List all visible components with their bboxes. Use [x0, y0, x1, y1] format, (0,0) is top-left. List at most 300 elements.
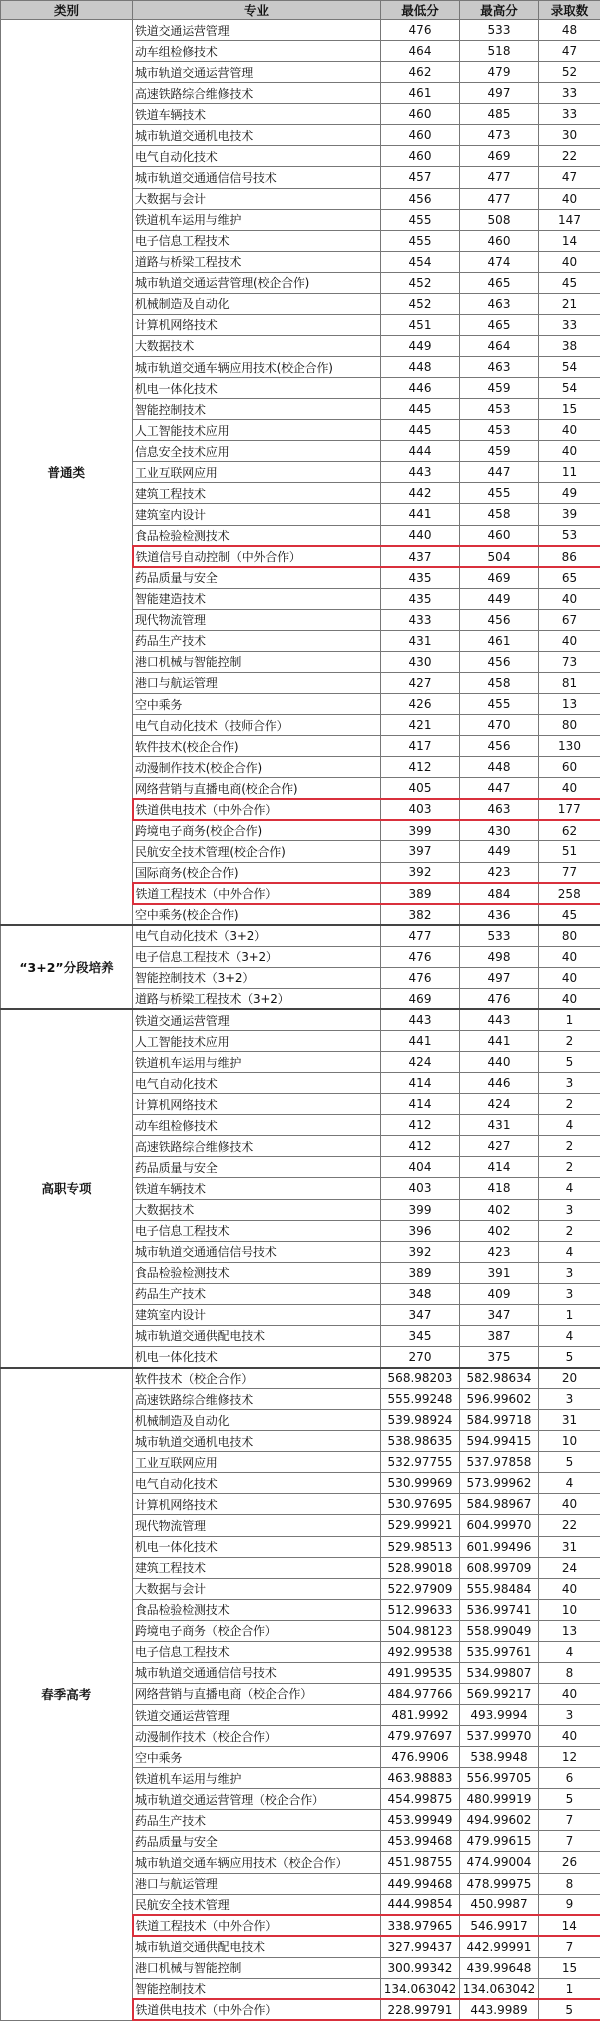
min-score-cell: 443 — [381, 462, 460, 483]
max-score-cell: 494.99602 — [460, 1810, 539, 1831]
max-score-cell: 470 — [460, 715, 539, 736]
major-cell: 城市轨道交通通信信号技术 — [133, 1662, 381, 1683]
min-score-cell: 392 — [381, 862, 460, 883]
major-cell: 机电一体化技术 — [133, 378, 381, 399]
min-score-cell: 412 — [381, 1115, 460, 1136]
table-row — [1, 1368, 600, 1389]
min-score-cell: 528.99018 — [381, 1557, 460, 1578]
max-score-cell: 458 — [460, 504, 539, 525]
max-score-cell: 347 — [460, 1304, 539, 1325]
major-cell: 建筑室内设计 — [133, 504, 381, 525]
min-score-cell: 492.99538 — [381, 1641, 460, 1662]
max-score-cell: 518 — [460, 41, 539, 62]
max-score-cell: 584.99718 — [460, 1410, 539, 1431]
min-score-cell: 444.99854 — [381, 1894, 460, 1915]
max-score-cell: 453 — [460, 420, 539, 441]
min-score-cell: 412 — [381, 757, 460, 778]
admitted-count-cell: 2 — [539, 1136, 600, 1157]
min-score-cell: 454.99875 — [381, 1789, 460, 1810]
max-score-cell: 596.99602 — [460, 1389, 539, 1410]
min-score-cell: 389 — [381, 883, 460, 904]
max-score-cell: 537.97858 — [460, 1452, 539, 1473]
max-score-cell: 569.99217 — [460, 1683, 539, 1704]
max-score-cell: 459 — [460, 378, 539, 399]
major-cell: 国际商务(校企合作) — [133, 862, 381, 883]
max-score-cell: 447 — [460, 462, 539, 483]
min-score-cell: 414 — [381, 1094, 460, 1115]
major-cell: 港口与航运管理 — [133, 672, 381, 693]
min-score-cell: 431 — [381, 630, 460, 651]
admitted-count-cell: 47 — [539, 41, 600, 62]
admitted-count-cell: 51 — [539, 841, 600, 862]
admitted-count-cell: 40 — [539, 1494, 600, 1515]
admitted-count-cell: 5 — [539, 1346, 600, 1367]
admitted-count-cell: 21 — [539, 293, 600, 314]
max-score-cell: 446 — [460, 1073, 539, 1094]
max-score-cell: 474.99004 — [460, 1852, 539, 1873]
max-score-cell: 458 — [460, 672, 539, 693]
max-score-cell: 463 — [460, 357, 539, 378]
major-cell: 铁道交通运营管理 — [133, 1705, 381, 1726]
max-score-cell: 436 — [460, 904, 539, 925]
max-score-cell: 537.99970 — [460, 1726, 539, 1747]
admitted-count-cell: 5 — [539, 1452, 600, 1473]
max-score-cell: 443.9989 — [460, 1999, 539, 2020]
max-score-cell: 455 — [460, 483, 539, 504]
min-score-cell: 417 — [381, 736, 460, 757]
admitted-count-cell: 3 — [539, 1705, 600, 1726]
min-score-cell: 348 — [381, 1283, 460, 1304]
major-cell: 城市轨道交通车辆应用技术(校企合作) — [133, 357, 381, 378]
min-score-cell: 479.97697 — [381, 1726, 460, 1747]
admitted-count-cell: 26 — [539, 1852, 600, 1873]
admitted-count-cell: 15 — [539, 1957, 600, 1978]
admitted-count-cell: 62 — [539, 820, 600, 841]
major-cell: 建筑工程技术 — [133, 1557, 381, 1578]
table-header-row — [1, 1, 600, 20]
min-score-cell: 469 — [381, 988, 460, 1009]
min-score-cell: 512.99633 — [381, 1599, 460, 1620]
min-score-cell: 442 — [381, 483, 460, 504]
major-cell: 大数据技术 — [133, 1199, 381, 1220]
admitted-count-cell: 48 — [539, 20, 600, 41]
max-score-cell: 479.99615 — [460, 1831, 539, 1852]
max-score-cell: 473 — [460, 125, 539, 146]
min-score-cell: 460 — [381, 146, 460, 167]
min-score-cell: 529.98513 — [381, 1536, 460, 1557]
max-score-cell: 533 — [460, 20, 539, 41]
major-cell: 动车组检修技术 — [133, 41, 381, 62]
major-cell: 药品生产技术 — [133, 1810, 381, 1831]
admitted-count-cell: 6 — [539, 1768, 600, 1789]
admitted-count-cell: 5 — [539, 1789, 600, 1810]
major-cell: 信息安全技术应用 — [133, 441, 381, 462]
min-score-cell: 453.99949 — [381, 1810, 460, 1831]
admitted-count-cell: 4 — [539, 1241, 600, 1262]
admitted-count-cell: 40 — [539, 630, 600, 651]
major-cell: 计算机网络技术 — [133, 1494, 381, 1515]
major-cell: 电子信息工程技术 — [133, 1220, 381, 1241]
category-cell: “3+2”分段培养 — [1, 925, 133, 1009]
header-min-score: 最低分 — [381, 1, 460, 20]
major-cell: 空中乘务 — [133, 1747, 381, 1768]
major-cell: 铁道交通运营管理 — [133, 20, 381, 41]
admitted-count-cell: 39 — [539, 504, 600, 525]
min-score-cell: 530.99969 — [381, 1473, 460, 1494]
admitted-count-cell: 2 — [539, 1031, 600, 1052]
max-score-cell: 464 — [460, 335, 539, 356]
major-cell: 城市轨道交通机电技术 — [133, 1431, 381, 1452]
min-score-cell: 389 — [381, 1262, 460, 1283]
major-cell: 铁道工程技术（中外合作） — [133, 1915, 381, 1936]
major-cell: 电子信息工程技术 — [133, 230, 381, 251]
admitted-count-cell: 53 — [539, 525, 600, 546]
admitted-count-cell: 40 — [539, 967, 600, 988]
max-score-cell: 134.063042 — [460, 1978, 539, 1999]
major-cell: 民航安全技术管理(校企合作) — [133, 841, 381, 862]
min-score-cell: 443 — [381, 1009, 460, 1030]
max-score-cell: 508 — [460, 209, 539, 230]
max-score-cell: 424 — [460, 1094, 539, 1115]
max-score-cell: 504 — [460, 546, 539, 567]
max-score-cell: 536.99741 — [460, 1599, 539, 1620]
major-cell: 人工智能技术应用 — [133, 420, 381, 441]
min-score-cell: 345 — [381, 1325, 460, 1346]
admitted-count-cell: 33 — [539, 83, 600, 104]
admitted-count-cell: 10 — [539, 1431, 600, 1452]
admitted-count-cell: 4 — [539, 1115, 600, 1136]
major-cell: 动车组检修技术 — [133, 1115, 381, 1136]
max-score-cell: 455 — [460, 694, 539, 715]
max-score-cell: 456 — [460, 736, 539, 757]
min-score-cell: 435 — [381, 567, 460, 588]
major-cell: 电气自动化技术（3+2） — [133, 925, 381, 946]
admitted-count-cell: 30 — [539, 125, 600, 146]
max-score-cell: 460 — [460, 230, 539, 251]
major-cell: 动漫制作技术(校企合作) — [133, 757, 381, 778]
min-score-cell: 435 — [381, 588, 460, 609]
min-score-cell: 453.99468 — [381, 1831, 460, 1852]
min-score-cell: 460 — [381, 125, 460, 146]
admitted-count-cell: 3 — [539, 1262, 600, 1283]
table-row — [1, 1009, 600, 1030]
max-score-cell: 409 — [460, 1283, 539, 1304]
min-score-cell: 484.97766 — [381, 1683, 460, 1704]
major-cell: 空中乘务 — [133, 694, 381, 715]
min-score-cell: 462 — [381, 62, 460, 83]
admitted-count-cell: 3 — [539, 1283, 600, 1304]
major-cell: 计算机网络技术 — [133, 1094, 381, 1115]
min-score-cell: 451.98755 — [381, 1852, 460, 1873]
min-score-cell: 444 — [381, 441, 460, 462]
admitted-count-cell: 177 — [539, 799, 600, 820]
admitted-count-cell: 14 — [539, 1915, 600, 1936]
admitted-count-cell: 54 — [539, 378, 600, 399]
major-cell: 建筑工程技术 — [133, 483, 381, 504]
min-score-cell: 228.99791 — [381, 1999, 460, 2020]
max-score-cell: 535.99761 — [460, 1641, 539, 1662]
major-cell: 药品质量与安全 — [133, 1157, 381, 1178]
major-cell: 高速铁路综合维修技术 — [133, 83, 381, 104]
admitted-count-cell: 8 — [539, 1662, 600, 1683]
major-cell: 港口与航运管理 — [133, 1873, 381, 1894]
major-cell: 空中乘务(校企合作) — [133, 904, 381, 925]
admitted-count-cell: 80 — [539, 925, 600, 946]
max-score-cell: 423 — [460, 862, 539, 883]
min-score-cell: 460 — [381, 104, 460, 125]
admitted-count-cell: 45 — [539, 272, 600, 293]
max-score-cell: 441 — [460, 1031, 539, 1052]
max-score-cell: 533 — [460, 925, 539, 946]
max-score-cell: 497 — [460, 83, 539, 104]
min-score-cell: 568.98203 — [381, 1368, 460, 1389]
admitted-count-cell: 33 — [539, 314, 600, 335]
max-score-cell: 538.9948 — [460, 1747, 539, 1768]
min-score-cell: 455 — [381, 230, 460, 251]
header-admitted: 录取数 — [539, 1, 600, 20]
min-score-cell: 421 — [381, 715, 460, 736]
min-score-cell: 451 — [381, 314, 460, 335]
major-cell: 网络营销与直播电商(校企合作) — [133, 778, 381, 799]
min-score-cell: 270 — [381, 1346, 460, 1367]
min-score-cell: 532.97755 — [381, 1452, 460, 1473]
max-score-cell: 448 — [460, 757, 539, 778]
major-cell: 城市轨道交通供配电技术 — [133, 1936, 381, 1957]
max-score-cell: 375 — [460, 1346, 539, 1367]
table-body — [1, 20, 600, 2021]
major-cell: 民航安全技术管理 — [133, 1894, 381, 1915]
major-cell: 工业互联网应用 — [133, 462, 381, 483]
max-score-cell: 465 — [460, 314, 539, 335]
max-score-cell: 423 — [460, 1241, 539, 1262]
admitted-count-cell: 7 — [539, 1936, 600, 1957]
major-cell: 城市轨道交通通信信号技术 — [133, 1241, 381, 1262]
min-score-cell: 454 — [381, 251, 460, 272]
major-cell: 城市轨道交通运营管理 — [133, 62, 381, 83]
min-score-cell: 476 — [381, 967, 460, 988]
major-cell: 工业互联网应用 — [133, 1452, 381, 1473]
admitted-count-cell: 13 — [539, 1620, 600, 1641]
major-cell: 铁道交通运营管理 — [133, 1009, 381, 1030]
major-cell: 城市轨道交通供配电技术 — [133, 1325, 381, 1346]
min-score-cell: 403 — [381, 799, 460, 820]
major-cell: 铁道工程技术（中外合作） — [133, 883, 381, 904]
max-score-cell: 443 — [460, 1009, 539, 1030]
admitted-count-cell: 14 — [539, 230, 600, 251]
major-cell: 智能控制技术 — [133, 399, 381, 420]
min-score-cell: 399 — [381, 820, 460, 841]
major-cell: 大数据与会计 — [133, 188, 381, 209]
min-score-cell: 446 — [381, 378, 460, 399]
admitted-count-cell: 73 — [539, 651, 600, 672]
min-score-cell: 456 — [381, 188, 460, 209]
major-cell: 城市轨道交通运营管理(校企合作) — [133, 272, 381, 293]
min-score-cell: 427 — [381, 672, 460, 693]
admitted-count-cell: 22 — [539, 146, 600, 167]
admitted-count-cell: 7 — [539, 1831, 600, 1852]
max-score-cell: 387 — [460, 1325, 539, 1346]
admitted-count-cell: 40 — [539, 251, 600, 272]
major-cell: 人工智能技术应用 — [133, 1031, 381, 1052]
min-score-cell: 134.063042 — [381, 1978, 460, 1999]
table-row — [1, 20, 600, 41]
min-score-cell: 405 — [381, 778, 460, 799]
max-score-cell: 493.9994 — [460, 1705, 539, 1726]
max-score-cell: 414 — [460, 1157, 539, 1178]
min-score-cell: 455 — [381, 209, 460, 230]
admitted-count-cell: 47 — [539, 167, 600, 188]
max-score-cell: 604.99970 — [460, 1515, 539, 1536]
admitted-count-cell: 40 — [539, 1726, 600, 1747]
admitted-count-cell: 9 — [539, 1894, 600, 1915]
major-cell: 道路与桥梁工程技术 — [133, 251, 381, 272]
admitted-count-cell: 31 — [539, 1536, 600, 1557]
major-cell: 铁道供电技术（中外合作） — [133, 799, 381, 820]
major-cell: 药品质量与安全 — [133, 1831, 381, 1852]
admitted-count-cell: 13 — [539, 694, 600, 715]
min-score-cell: 539.98924 — [381, 1410, 460, 1431]
category-cell: 普通类 — [1, 20, 133, 926]
min-score-cell: 300.99342 — [381, 1957, 460, 1978]
admitted-count-cell: 15 — [539, 399, 600, 420]
max-score-cell: 430 — [460, 820, 539, 841]
admitted-count-cell: 54 — [539, 357, 600, 378]
admitted-count-cell: 3 — [539, 1389, 600, 1410]
major-cell: 铁道机车运用与维护 — [133, 1052, 381, 1073]
major-cell: 动漫制作技术（校企合作） — [133, 1726, 381, 1747]
major-cell: 高速铁路综合维修技术 — [133, 1389, 381, 1410]
max-score-cell: 461 — [460, 630, 539, 651]
min-score-cell: 392 — [381, 1241, 460, 1262]
max-score-cell: 427 — [460, 1136, 539, 1157]
max-score-cell: 465 — [460, 272, 539, 293]
min-score-cell: 347 — [381, 1304, 460, 1325]
max-score-cell: 556.99705 — [460, 1768, 539, 1789]
min-score-cell: 461 — [381, 83, 460, 104]
max-score-cell: 485 — [460, 104, 539, 125]
max-score-cell: 476 — [460, 988, 539, 1009]
major-cell: 大数据技术 — [133, 335, 381, 356]
max-score-cell: 558.99049 — [460, 1620, 539, 1641]
min-score-cell: 412 — [381, 1136, 460, 1157]
major-cell: 药品生产技术 — [133, 1283, 381, 1304]
min-score-cell: 399 — [381, 1199, 460, 1220]
category-cell: 高职专项 — [1, 1009, 133, 1367]
min-score-cell: 338.97965 — [381, 1915, 460, 1936]
admitted-count-cell: 40 — [539, 1683, 600, 1704]
major-cell: 电子信息工程技术（3+2） — [133, 946, 381, 967]
min-score-cell: 476 — [381, 946, 460, 967]
max-score-cell: 555.98484 — [460, 1578, 539, 1599]
major-cell: 机电一体化技术 — [133, 1536, 381, 1557]
admitted-count-cell: 20 — [539, 1368, 600, 1389]
admitted-count-cell: 4 — [539, 1325, 600, 1346]
major-cell: 软件技术(校企合作) — [133, 736, 381, 757]
admitted-count-cell: 65 — [539, 567, 600, 588]
major-cell: 港口机械与智能控制 — [133, 651, 381, 672]
admitted-count-cell: 80 — [539, 715, 600, 736]
admitted-count-cell: 49 — [539, 483, 600, 504]
min-score-cell: 529.99921 — [381, 1515, 460, 1536]
admitted-count-cell: 12 — [539, 1747, 600, 1768]
major-cell: 食品检验检测技术 — [133, 1262, 381, 1283]
admitted-count-cell: 40 — [539, 441, 600, 462]
min-score-cell: 404 — [381, 1157, 460, 1178]
major-cell: 铁道信号自动控制（中外合作） — [133, 546, 381, 567]
min-score-cell: 463.98883 — [381, 1768, 460, 1789]
max-score-cell: 402 — [460, 1220, 539, 1241]
major-cell: 城市轨道交通机电技术 — [133, 125, 381, 146]
admitted-count-cell: 77 — [539, 862, 600, 883]
min-score-cell: 477 — [381, 925, 460, 946]
max-score-cell: 480.99919 — [460, 1789, 539, 1810]
min-score-cell: 538.98635 — [381, 1431, 460, 1452]
min-score-cell: 424 — [381, 1052, 460, 1073]
max-score-cell: 459 — [460, 441, 539, 462]
major-cell: 智能建造技术 — [133, 588, 381, 609]
max-score-cell: 460 — [460, 525, 539, 546]
admitted-count-cell: 8 — [539, 1873, 600, 1894]
admitted-count-cell: 45 — [539, 904, 600, 925]
max-score-cell: 456 — [460, 609, 539, 630]
admitted-count-cell: 40 — [539, 588, 600, 609]
admitted-count-cell: 31 — [539, 1410, 600, 1431]
admitted-count-cell: 22 — [539, 1515, 600, 1536]
min-score-cell: 441 — [381, 504, 460, 525]
major-cell: 铁道车辆技术 — [133, 1178, 381, 1199]
admitted-count-cell: 2 — [539, 1157, 600, 1178]
min-score-cell: 457 — [381, 167, 460, 188]
min-score-cell: 449.99468 — [381, 1873, 460, 1894]
header-major: 专业 — [133, 1, 381, 20]
max-score-cell: 479 — [460, 62, 539, 83]
major-cell: 现代物流管理 — [133, 1515, 381, 1536]
max-score-cell: 469 — [460, 567, 539, 588]
admitted-count-cell: 40 — [539, 420, 600, 441]
max-score-cell: 449 — [460, 588, 539, 609]
major-cell: 机械制造及自动化 — [133, 1410, 381, 1431]
max-score-cell: 546.9917 — [460, 1915, 539, 1936]
max-score-cell: 391 — [460, 1262, 539, 1283]
max-score-cell: 402 — [460, 1199, 539, 1220]
max-score-cell: 477 — [460, 188, 539, 209]
max-score-cell: 450.9987 — [460, 1894, 539, 1915]
admitted-count-cell: 4 — [539, 1641, 600, 1662]
admitted-count-cell: 40 — [539, 778, 600, 799]
admitted-count-cell: 52 — [539, 62, 600, 83]
max-score-cell: 474 — [460, 251, 539, 272]
max-score-cell: 449 — [460, 841, 539, 862]
admitted-count-cell: 38 — [539, 335, 600, 356]
max-score-cell: 478.99975 — [460, 1873, 539, 1894]
min-score-cell: 382 — [381, 904, 460, 925]
max-score-cell: 573.99962 — [460, 1473, 539, 1494]
major-cell: 港口机械与智能控制 — [133, 1957, 381, 1978]
min-score-cell: 452 — [381, 272, 460, 293]
major-cell: 城市轨道交通车辆应用技术（校企合作） — [133, 1852, 381, 1873]
min-score-cell: 464 — [381, 41, 460, 62]
max-score-cell: 608.99709 — [460, 1557, 539, 1578]
max-score-cell: 534.99807 — [460, 1662, 539, 1683]
major-cell: 电气自动化技术 — [133, 146, 381, 167]
max-score-cell: 463 — [460, 293, 539, 314]
major-cell: 软件技术（校企合作） — [133, 1368, 381, 1389]
admitted-count-cell: 40 — [539, 988, 600, 1009]
header-max-score: 最高分 — [460, 1, 539, 20]
max-score-cell: 447 — [460, 778, 539, 799]
max-score-cell: 484 — [460, 883, 539, 904]
admitted-count-cell: 33 — [539, 104, 600, 125]
